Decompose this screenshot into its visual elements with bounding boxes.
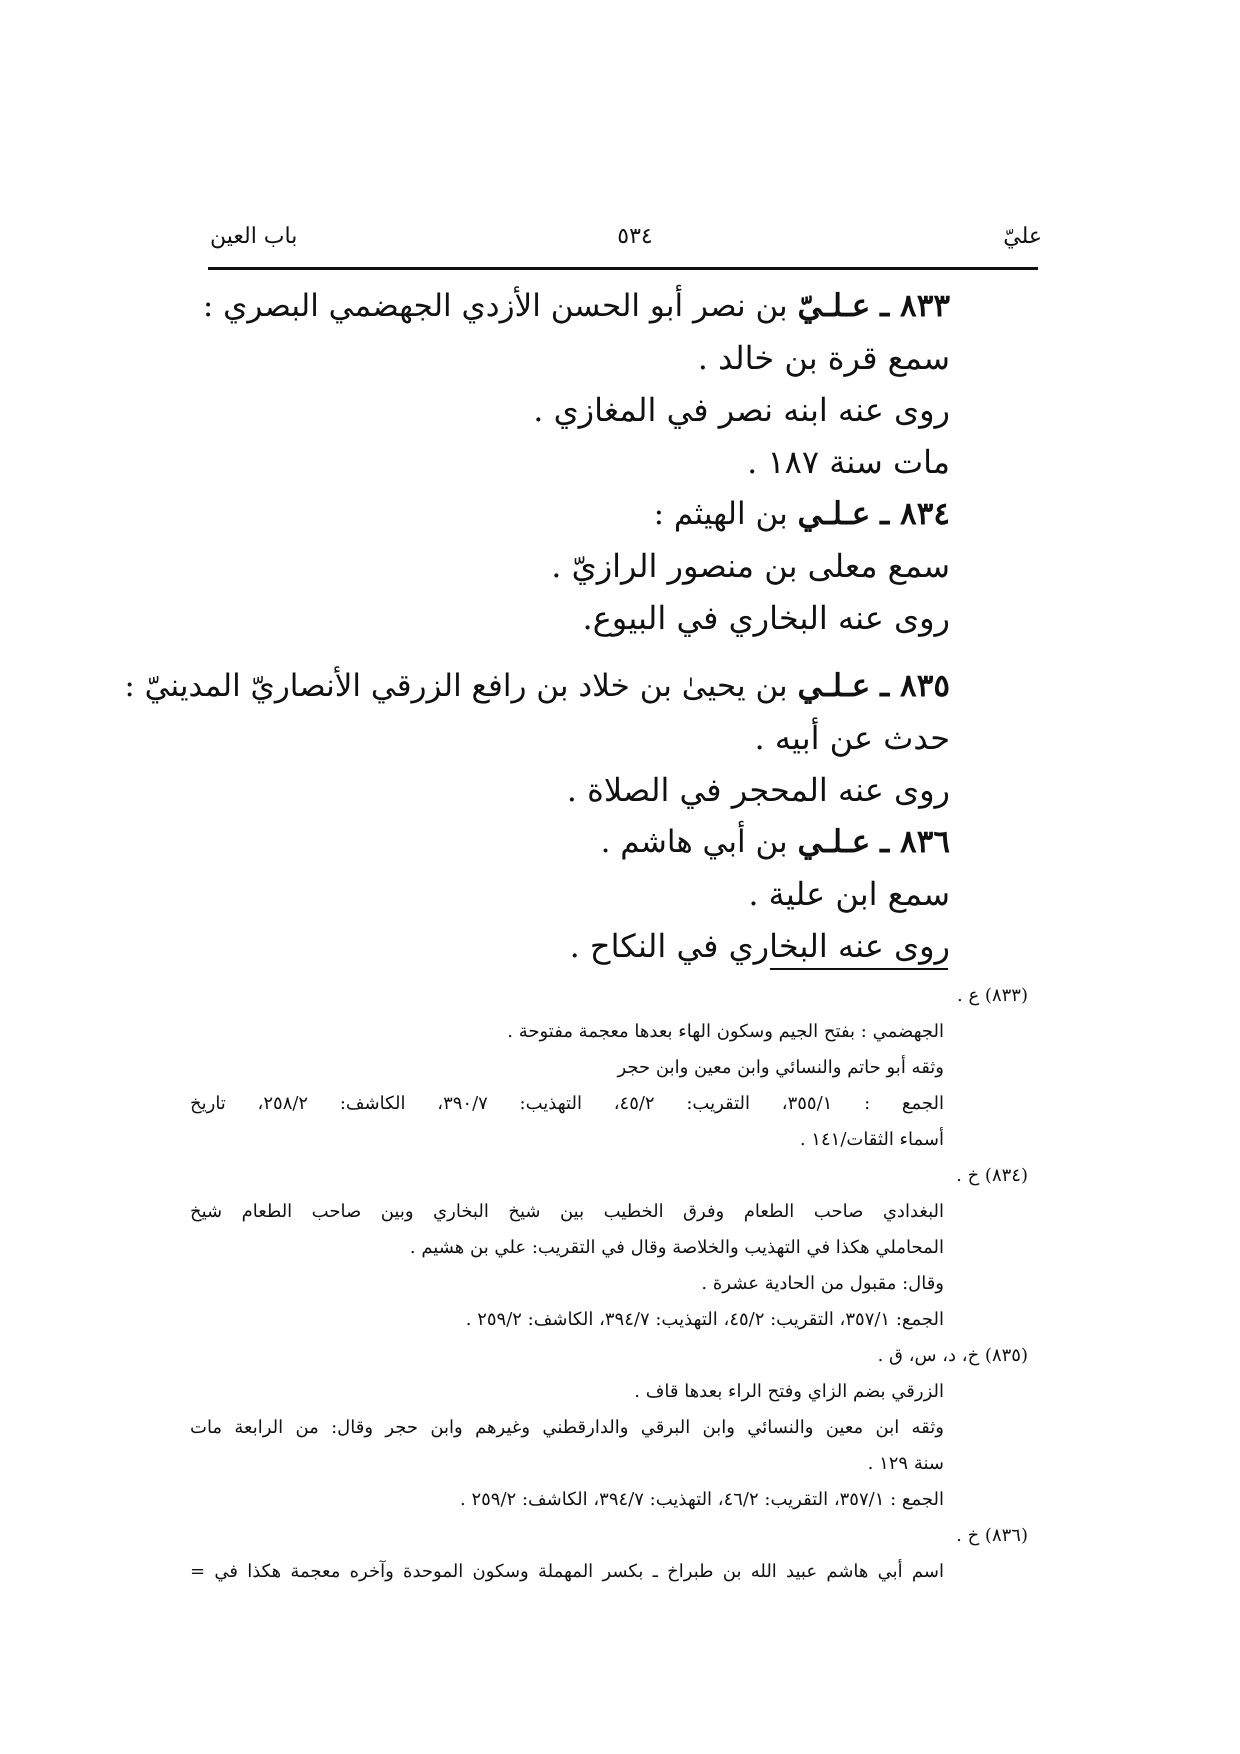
entry-name: عـلـي xyxy=(797,496,871,532)
header-rule xyxy=(208,267,1038,270)
footnote-rule xyxy=(770,968,948,970)
entry-name: عـلـي xyxy=(797,668,871,704)
running-header-right: عليّ xyxy=(1003,224,1042,249)
entry-heading-833 xyxy=(70,280,950,332)
entry-number: ٨٣٣ ـ xyxy=(880,288,950,324)
footnote-line: سنة ١٢٩ . xyxy=(867,1453,944,1474)
entry-number: ٨٣٥ ـ xyxy=(880,668,950,704)
footnote-line: البغدادي صاحب الطعام وفرق الخطيب بين شيخ البخاري وبين صاحب الطعام شيخ xyxy=(190,1201,944,1222)
entry-line: سمع معلى بن منصور الرازيّ . xyxy=(551,547,950,585)
entry-line: سمع قرة بن خالد . xyxy=(697,339,950,377)
footnote-marker: (٨٣٣) ع . xyxy=(957,985,1028,1006)
entry-heading-834 xyxy=(70,488,950,540)
main-text xyxy=(70,280,950,972)
entry-heading-text: بن الهيثم : xyxy=(653,496,798,532)
entry-heading-text: بن أبي هاشم . xyxy=(600,824,798,860)
entry-line: روى عنه ابنه نصر في المغازي . xyxy=(533,391,950,429)
footnote-line: أسماء الثقات/١٤١ . xyxy=(799,1129,944,1150)
entry-line: مات سنة ١٨٧ . xyxy=(747,443,950,481)
entry-name: عـلـيّ xyxy=(797,288,871,324)
entry-heading-text: بن يحيىٰ بن خلاد بن رافع الزرقي الأنصاريّ المدينيّ : xyxy=(124,668,798,704)
footnote-line: الزرقي بضم الزاي وفتح الراء بعدها قاف . xyxy=(634,1381,944,1402)
running-header-left: باب العين xyxy=(210,224,298,249)
page-number: ٥٣٤ xyxy=(617,224,653,249)
footnote-line: الجمع : ٣٥٥/١، التقريب: ٤٥/٢، التهذيب: ٣٩٠/٧، الكاشف: ٢٥٨/٢، تاريخ xyxy=(190,1093,944,1114)
footnote-marker: (٨٣٤) خ . xyxy=(956,1165,1028,1186)
entry-line: روى عنه المحجر في الصلاة . xyxy=(566,771,950,809)
footnote-line: الجمع : ٣٥٧/١، التقريب: ٤٦/٢، التهذيب: ٣٩٤/٧، الكاشف: ٢٥٩/٢ . xyxy=(460,1489,944,1510)
footnote-line: وثقه أبو حاتم والنسائي وابن معين وابن حجر xyxy=(617,1057,944,1078)
footnote-line: وقال: مقبول من الحادية عشرة . xyxy=(701,1273,944,1294)
footnotes xyxy=(190,978,1028,1590)
entry-line: روى عنه البخاري في النكاح . xyxy=(569,927,950,965)
entry-heading-835 xyxy=(70,660,950,712)
entry-line: سمع ابن علية . xyxy=(748,875,950,913)
footnote-line: الجهضمي : بفتح الجيم وسكون الهاء بعدها معجمة مفتوحة . xyxy=(507,1021,944,1042)
entry-heading-text: بن نصر أبو الحسن الأزدي الجهضمي البصري : xyxy=(202,288,798,324)
footnote-marker: (٨٣٦) خ . xyxy=(956,1525,1028,1546)
footnote-line: المحاملي هكذا في التهذيب والخلاصة وقال في التقريب: علي بن هشيم . xyxy=(409,1237,944,1258)
entry-heading-836 xyxy=(70,816,950,868)
entry-line: حدث عن أبيه . xyxy=(754,719,950,757)
entry-name: عـلـي xyxy=(797,824,871,860)
footnote-line: اسم أبي هاشم عبيد الله بن طبراخ ـ بكسر المهملة وسكون الموحدة وآخره معجمة هكذا في = xyxy=(190,1561,944,1582)
footnote-line: وثقه ابن معين والنسائي وابن البرقي والدارقطني وغيرهم وابن حجر وقال: من الرابعة مات xyxy=(190,1417,944,1438)
footnote-line: الجمع: ٣٥٧/١، التقريب: ٤٥/٢، التهذيب: ٣٩٤/٧، الكاشف: ٢٥٩/٢ . xyxy=(465,1309,944,1330)
entry-number: ٨٣٦ ـ xyxy=(880,824,950,860)
spacer xyxy=(70,644,950,660)
entry-line: روى عنه البخاري في البيوع. xyxy=(582,599,950,637)
entry-number: ٨٣٤ ـ xyxy=(880,496,950,532)
footnote-marker: (٨٣٥) خ، د، س، ق . xyxy=(877,1345,1028,1366)
